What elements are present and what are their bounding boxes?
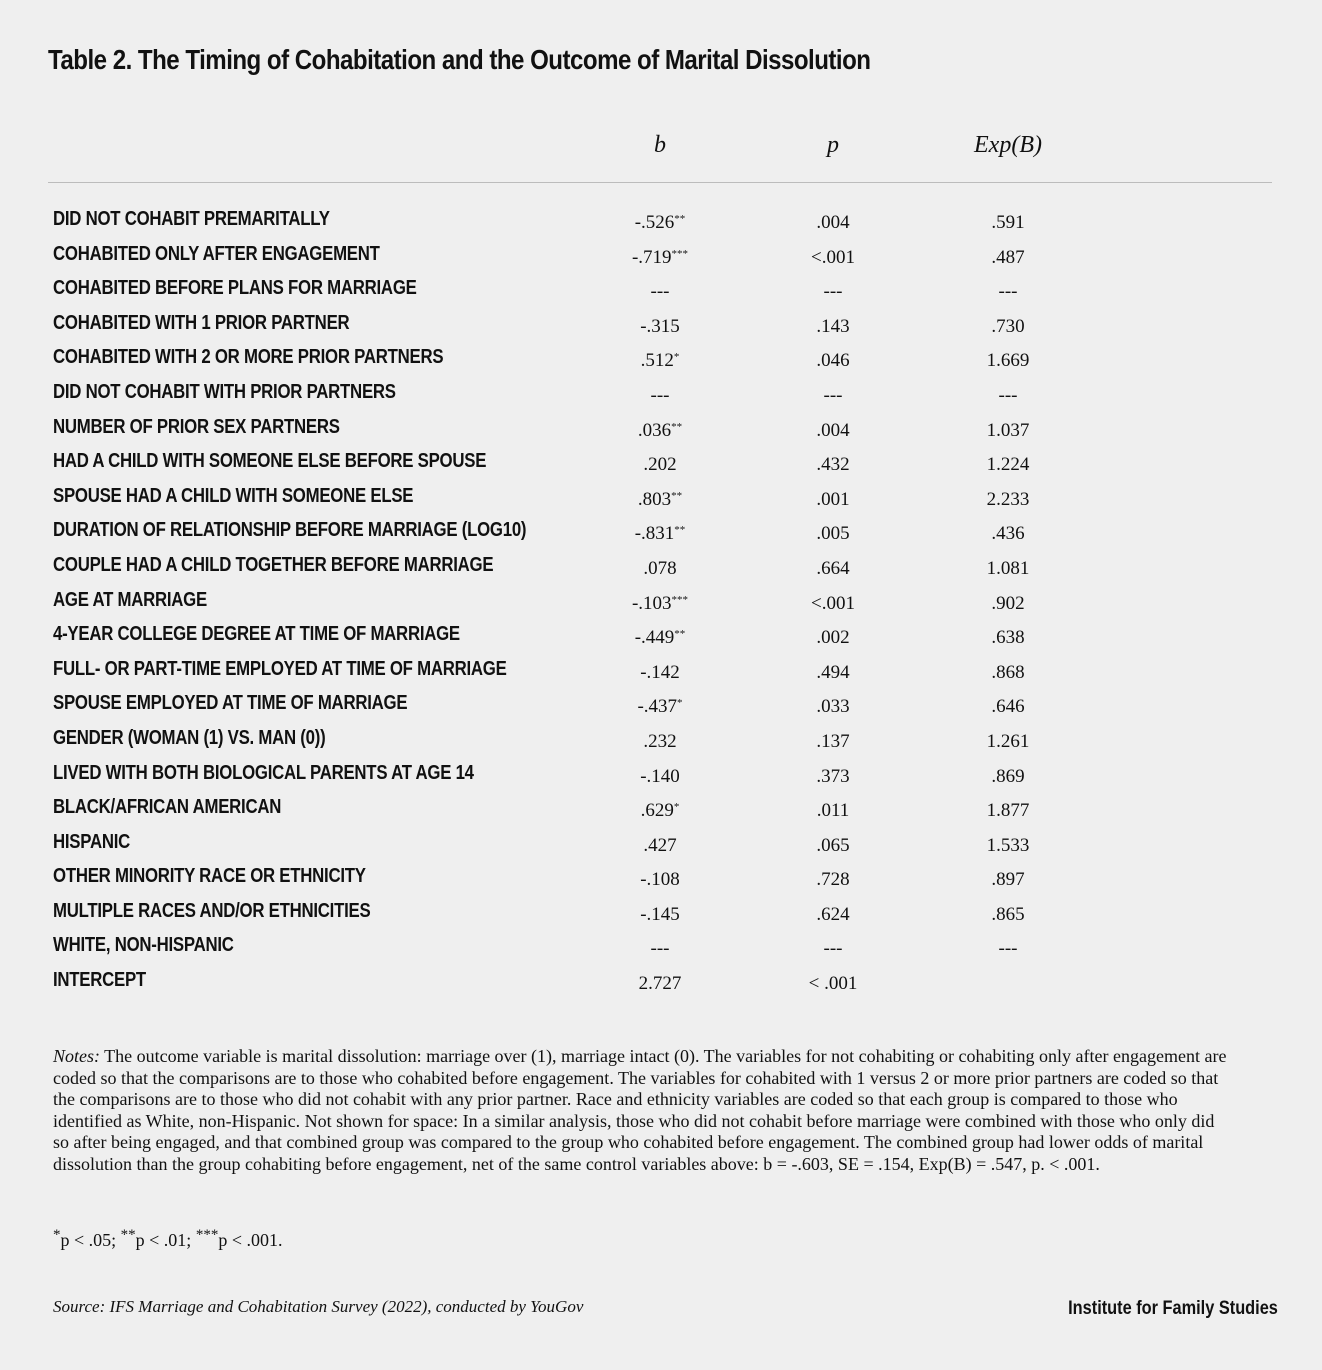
cell-b [580,973,740,995]
cell-b [580,662,740,684]
cell-expb: --- [998,384,1018,406]
row-label: DURATION OF RELATIONSHIP BEFORE MARRIAGE (LOG10) [53,519,527,542]
row-label: HISPANIC [53,830,131,853]
cell-expb: 1.037 [986,419,1030,441]
cell-b [580,523,740,545]
cell-expb: .902 [991,592,1025,614]
cell-expb: 1.081 [986,557,1030,579]
header-divider [48,182,1272,183]
row-label: NUMBER OF PRIOR SEX PARTNERS [53,415,340,438]
cell-p: .005 [816,523,850,545]
row-label: HAD A CHILD WITH SOMEONE ELSE BEFORE SPOUSE [53,450,487,473]
cell-b-value: 2.727 [638,973,682,995]
cell-p: <.001 [811,592,855,614]
row-label: 4-YEAR COLLEGE DEGREE AT TIME OF MARRIAGE [53,623,460,646]
cell-b-value: .803 [637,488,672,510]
cell-p: .065 [816,834,850,856]
cell-p: --- [823,384,843,406]
cell-b-value: .202 [643,454,677,476]
cell-expb: 1.224 [986,454,1030,476]
cell-p: .494 [816,661,850,683]
cell-expb: .868 [991,661,1025,683]
significance-marker: ** [671,420,683,433]
cell-expb: .865 [991,903,1025,925]
row-label: COHABITED WITH 2 OR MORE PRIOR PARTNERS [53,346,444,369]
significance-marker: *** [671,247,689,260]
row-label: SPOUSE EMPLOYED AT TIME OF MARRIAGE [53,692,408,715]
table-row [0,932,1322,967]
table-row [0,379,1322,414]
table-row [0,690,1322,725]
cell-expb: 1.533 [986,834,1030,856]
row-label: GENDER (WOMAN (1) VS. MAN (0)) [53,726,326,749]
table-body [0,206,1322,1002]
table-row [0,414,1322,449]
row-label: DID NOT COHABIT PREMARITALLY [53,208,330,230]
cell-b [580,281,740,303]
row-label: COUPLE HAD A CHILD TOGETHER BEFORE MARRIAGE [53,553,494,576]
cell-expb: .436 [991,523,1025,545]
cell-b [580,316,740,338]
cell-b [580,454,740,476]
cell-p: .011 [816,800,850,822]
brand-name: Institute for Family Studies [1068,1298,1278,1319]
source-citation: Source: IFS Marriage and Cohabitation Survey (2022), conducted by YouGov [53,1297,584,1316]
cell-p: .143 [816,315,850,337]
column-header-p: p [827,132,839,158]
significance-marker: ** [671,489,683,502]
cell-expb: .638 [991,627,1025,649]
table-row [0,206,1322,241]
notes-label: Notes: [53,1046,100,1066]
row-label: COHABITED BEFORE PLANS FOR MARRIAGE [53,277,417,300]
cell-expb: .646 [991,696,1025,718]
cell-expb: .591 [991,212,1025,233]
cell-b-value: -.140 [640,765,680,787]
table-title: Table 2. The Timing of Cohabitation and the Outcome of Marital Dissolution [48,44,871,75]
cell-b [580,766,740,788]
row-label: MULTIPLE RACES AND/OR ETHNICITIES [53,899,371,922]
cell-p: .624 [816,903,850,925]
significance-marker: * [673,351,680,364]
cell-p: .373 [816,765,850,787]
sig-marker-2: ** [120,1227,136,1243]
cell-p: .004 [816,419,850,441]
row-label: BLACK/AFRICAN AMERICAN [53,796,282,819]
cell-b-value: -.145 [640,903,680,925]
cell-b-value: -.437 [637,696,678,718]
table-row [0,552,1322,587]
table-row [0,448,1322,483]
cell-p: < .001 [808,973,858,995]
cell-b-value: -.103 [631,592,672,614]
cell-expb: 1.669 [986,350,1030,372]
cell-b-value: -.526 [634,212,675,233]
cell-b [580,350,740,372]
table-row [0,794,1322,829]
row-label: COHABITED ONLY AFTER ENGAGEMENT [53,242,380,265]
cell-p: .033 [816,696,850,718]
row-label: OTHER MINORITY RACE OR ETHNICITY [53,865,366,888]
sig-marker-1: * [53,1227,61,1243]
cell-p: --- [823,281,843,303]
cell-b [580,869,740,891]
cell-b-value: .629 [640,800,674,822]
cell-b [580,385,740,407]
cell-p: .432 [816,454,850,476]
cell-p: .004 [816,212,850,233]
cell-b [580,904,740,926]
cell-b [580,212,740,234]
sig-text-3: p < .001. [218,1230,283,1250]
cell-b [580,835,740,857]
significance-marker: * [673,801,680,814]
cell-b-value: --- [650,938,670,960]
table-row [0,656,1322,691]
cell-b [580,696,740,718]
table-row [0,241,1322,276]
cell-b-value: -.315 [640,315,680,337]
cell-b-value: -.831 [634,523,675,545]
notes-paragraph [53,1046,1233,1175]
cell-p: .001 [816,488,850,510]
row-label: LIVED WITH BOTH BIOLOGICAL PARENTS AT AGE 14 [53,761,474,784]
row-label: SPOUSE HAD A CHILD WITH SOMEONE ELSE [53,484,414,507]
cell-expb: 1.877 [986,800,1030,822]
table-row [0,483,1322,518]
table-row [0,863,1322,898]
row-label: COHABITED WITH 1 PRIOR PARTNER [53,311,350,334]
column-header-b: b [654,132,666,158]
significance-marker: * [677,697,683,710]
table-row [0,898,1322,933]
cell-expb: --- [998,281,1018,303]
significance-marker: *** [671,593,689,606]
row-label: FULL- OR PART-TIME EMPLOYED AT TIME OF MARRIAGE [53,657,507,680]
cell-b-value: -.142 [640,661,680,683]
cell-expb: 2.233 [986,488,1030,510]
cell-b-value: -.108 [640,869,680,891]
cell-b [580,800,740,822]
cell-b-value: .078 [643,557,677,579]
cell-expb: .897 [991,869,1025,891]
table-row [0,344,1322,379]
cell-b-value: .232 [643,730,677,752]
row-label: DID NOT COHABIT WITH PRIOR PARTNERS [53,380,396,403]
cell-b [580,938,740,960]
sig-text-2: p < .01; [135,1230,196,1250]
table-row [0,967,1322,1002]
table-row [0,829,1322,864]
cell-p: .002 [816,627,850,649]
table-row [0,725,1322,760]
significance-marker: ** [674,213,686,225]
cell-p: --- [823,938,843,960]
cell-expb: --- [998,938,1018,960]
cell-expb: .730 [991,315,1025,337]
notes-text: The outcome variable is marital dissolution: marriage over (1), marriage intact (0). The variables for not cohabiting or cohabiting only after engagement are coded so that the comparisons are to those who cohabited before engagement. The variables for cohabited with 1 versus 2 or more prior partners are coded so that the comparisons are to those who did not cohabit with any prior partner. Race and ethnicity variables are coded so that each group is compared to those who identified as White, non-Hispanic. Not shown for space: In a similar analysis, those who did not cohabit before marriage were combined with those who only did so after being engaged, and that combined group was compared to the group who cohabited before engagement. The combined group had lower odds of marital dissolution than the group cohabiting before engagement, net of the same control variables above: b = -.603, SE = .154, Exp(B) = .547, p. < .001. [53,1046,1227,1174]
table-row [0,275,1322,310]
table-row [0,587,1322,622]
cell-b [580,731,740,753]
cell-b [580,558,740,580]
cell-p: .728 [816,869,850,891]
table-row [0,517,1322,552]
cell-b [580,489,740,511]
cell-p: <.001 [811,246,855,268]
significance-marker: ** [674,524,686,537]
cell-b [580,420,740,442]
cell-expb: 1.261 [986,730,1030,752]
cell-b-value: .036 [637,419,672,441]
cell-b-value: -.449 [634,627,675,649]
cell-expb: .869 [991,765,1025,787]
cell-b-value: .427 [643,834,677,856]
cell-p: .046 [816,350,850,372]
significance-marker: ** [674,628,686,641]
sig-text-1: p < .05; [60,1230,121,1250]
table-row [0,310,1322,345]
cell-p: .664 [816,557,850,579]
row-label: AGE AT MARRIAGE [53,588,207,611]
row-label: INTERCEPT [53,969,146,992]
cell-b-value: --- [650,281,670,303]
sig-marker-3: *** [195,1227,219,1243]
cell-expb: .487 [991,246,1025,268]
cell-b-value: .512 [640,350,674,372]
column-header-expb: Exp(B) [974,132,1042,158]
significance-legend [53,1227,282,1251]
cell-b-value: -.719 [631,246,672,268]
cell-b [580,593,740,615]
cell-b-value: --- [650,384,670,406]
row-label: WHITE, NON-HISPANIC [53,934,234,957]
table-row [0,621,1322,656]
table-row [0,760,1322,795]
cell-b [580,247,740,269]
cell-b [580,627,740,649]
cell-p: .137 [816,730,850,752]
